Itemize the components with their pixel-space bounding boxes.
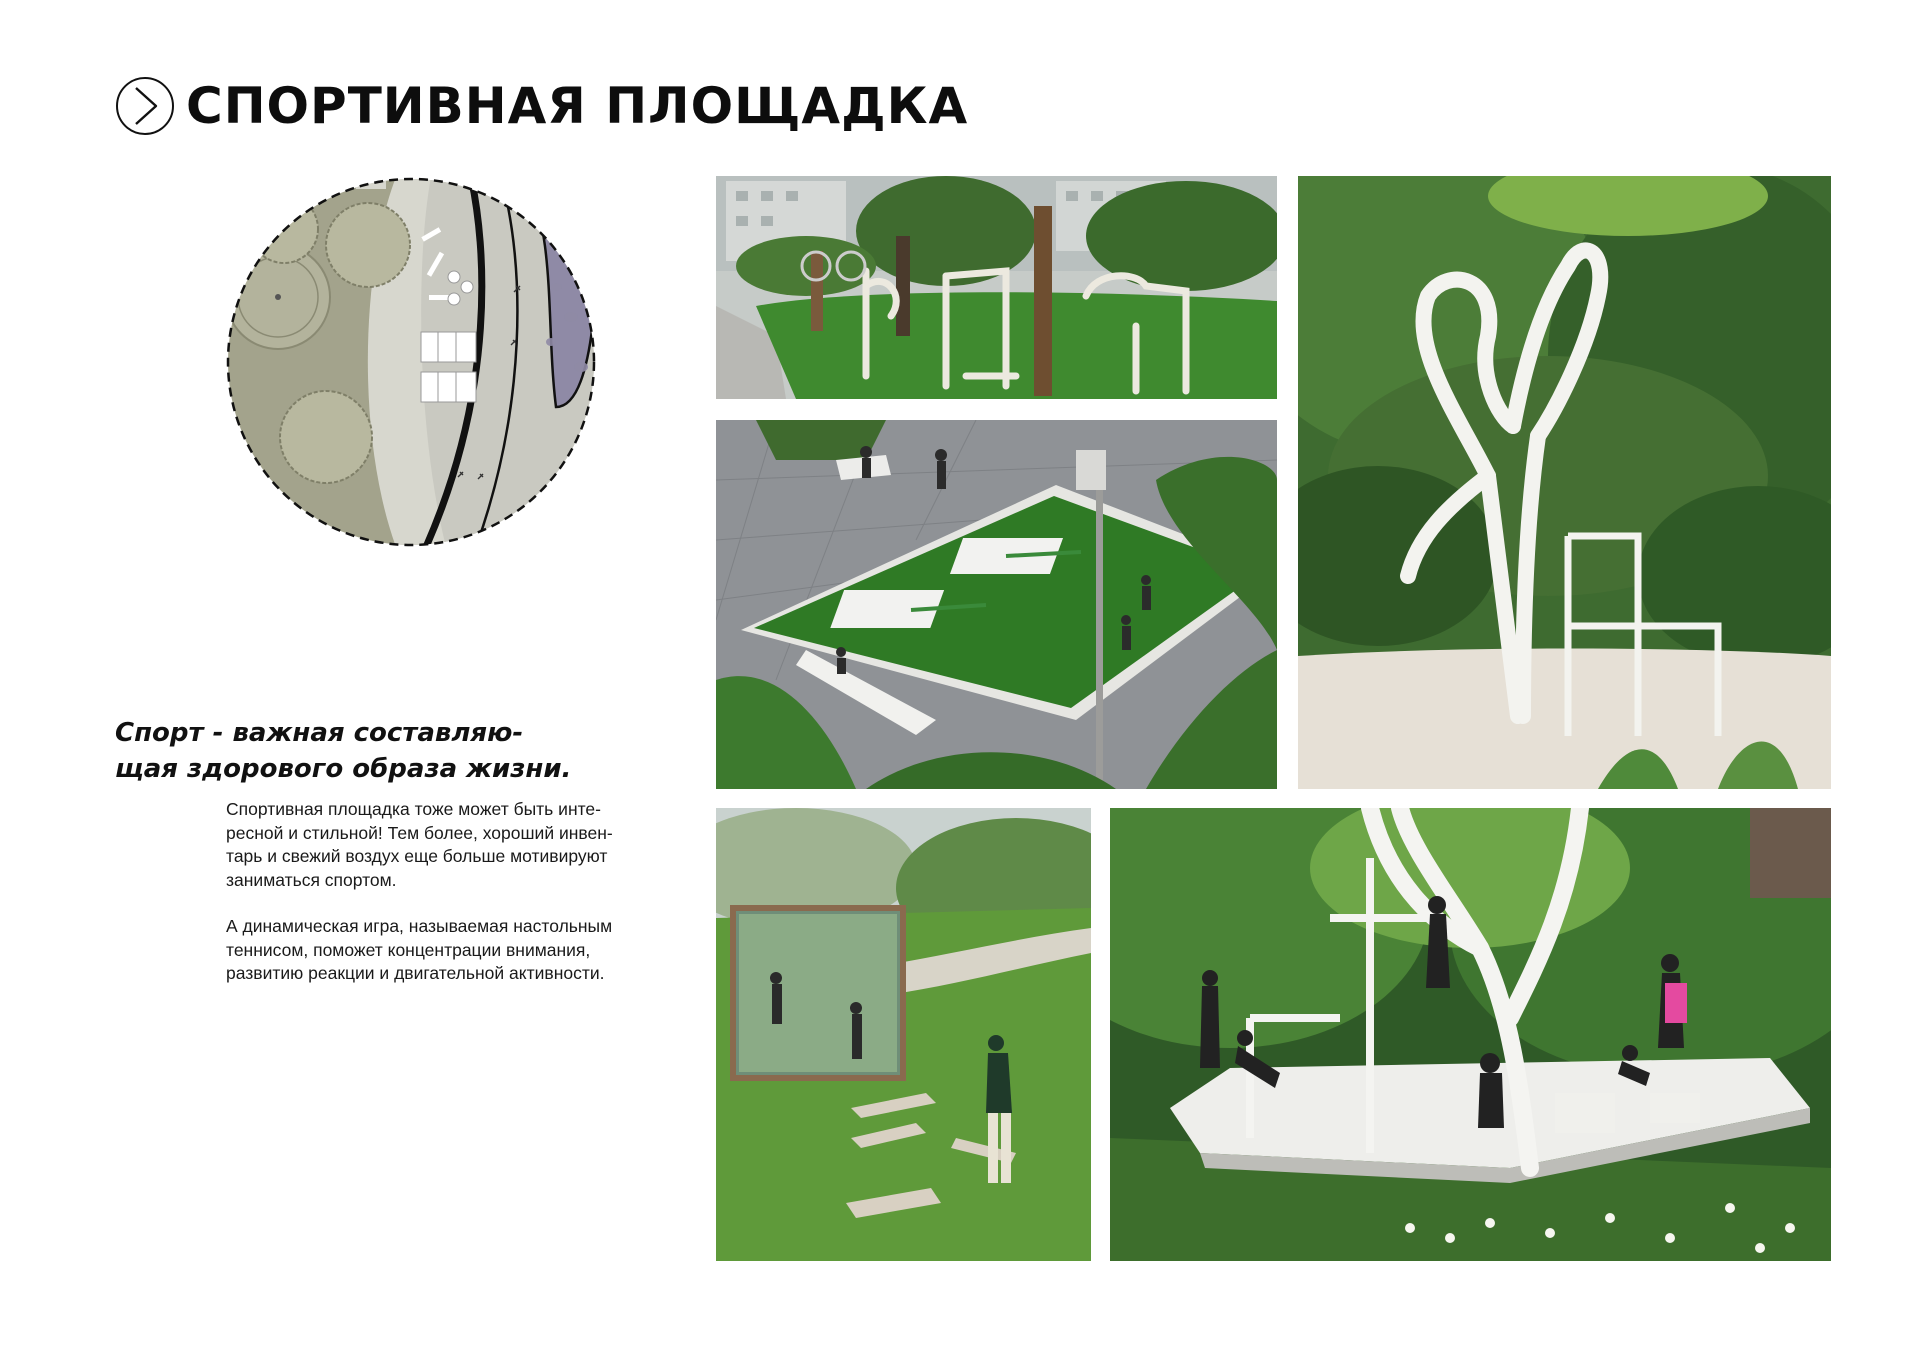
paragraph-1-line: Спортивная площадка тоже может быть инте-: [226, 799, 601, 819]
site-plan-map: [226, 177, 596, 547]
photo-yoga-mirror: [716, 808, 1091, 1261]
paragraph-1-line: тарь и свежий воздух еще больше мотивируют: [226, 846, 608, 866]
page-title: СПОРТИВНАЯ ПЛОЩАДКА: [186, 77, 969, 135]
body-text: [226, 798, 706, 1009]
photo-tree-sculpture: [1298, 176, 1831, 789]
paragraph-2-line: А динамическая игра, называемая настольным: [226, 916, 613, 936]
paragraph-2-line: теннисом, поможет концентрации внимания,: [226, 939, 591, 960]
subtitle-line-1: Спорт - важная составляю-: [115, 718, 524, 748]
subtitle: [115, 715, 615, 787]
chevron-right-circle-icon: [115, 76, 175, 136]
photo-tree-platform: [1110, 808, 1831, 1261]
paragraph-2: [226, 915, 706, 986]
paragraph-1-line: заниматься спортом.: [226, 869, 397, 890]
paragraph-2-line: развитию реакции и двигательной активности.: [226, 963, 605, 983]
photo-ping-pong: [716, 420, 1277, 789]
subtitle-line-2: щая здорового образа жизни.: [115, 754, 572, 784]
paragraph-1-line: ресной и стильной! Тем более, хороший инвен-: [226, 822, 613, 843]
photo-outdoor-gym: [716, 176, 1277, 399]
paragraph-1: [226, 798, 706, 892]
